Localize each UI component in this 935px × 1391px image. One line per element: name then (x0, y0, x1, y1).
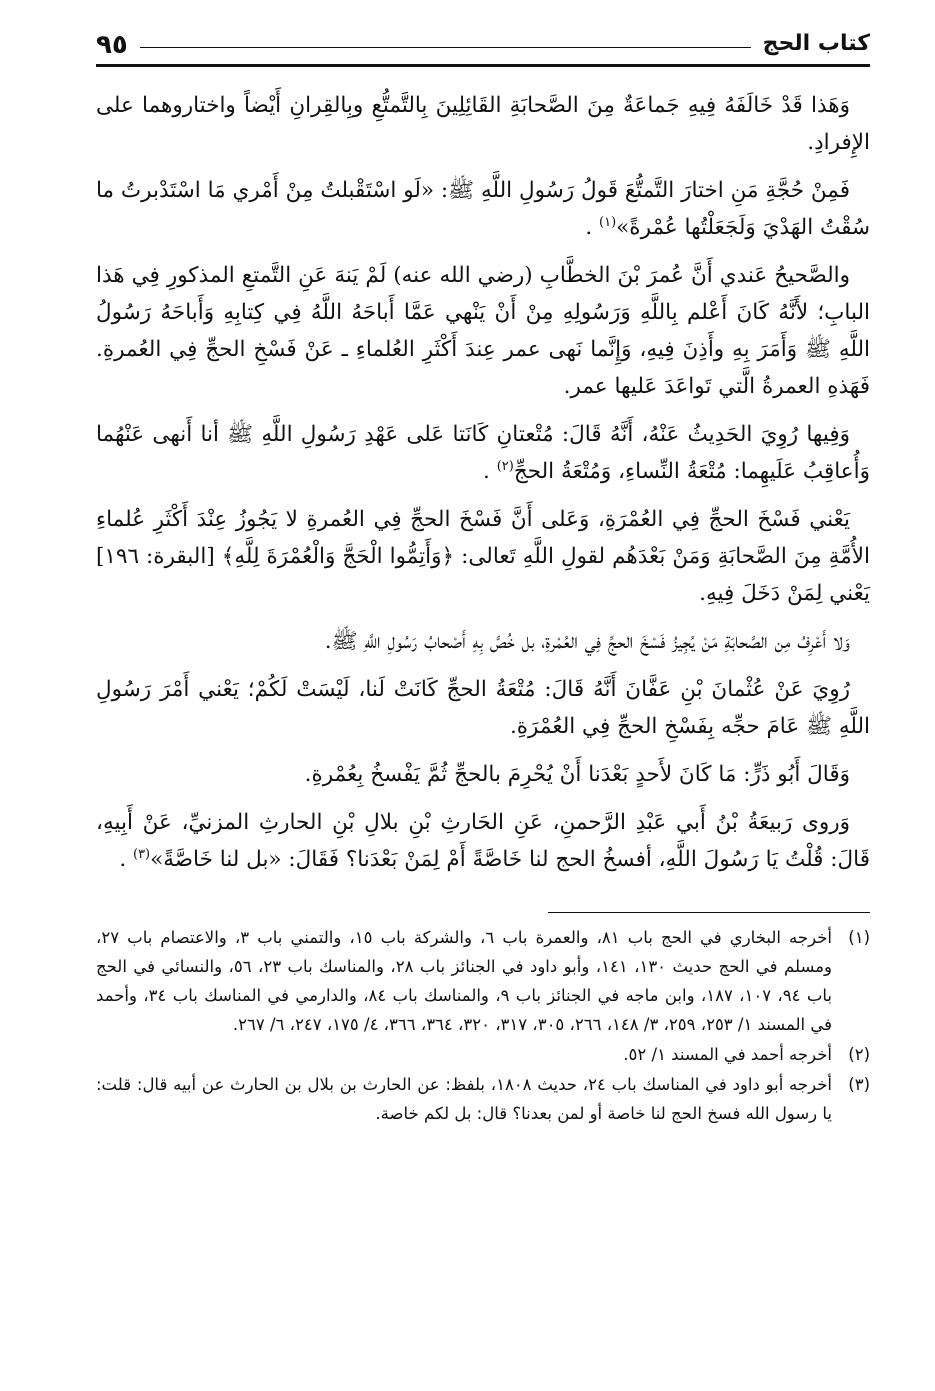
page-header (96, 18, 870, 62)
paragraph-text: وَفِيها رُوِيَ الحَدِيثُ عَنْهُ، أَنَّهُ قَالَ: مُتْعتانِ كَانَتا عَلى عَهْدِ رَسُولِ اللَّهِ ﷺ أنا أَنهى عَنْهُما وَأُعاقِبُ عَلَيهِما: مُتْعَةُ النِّساءِ، وَمُتْعَةُ الحجِّ (96, 422, 870, 484)
paragraph-text: والصَّحيحُ عَندي أَنَّ عُمرَ بْنَ الخطَّابِ (رضي الله عنه) لَمْ يَنهَ عَنِ التَّمتعِ المذكورِ فِي هَذا البابِ؛ لأَنَّهُ كَانَ أَعْلم بِاللَّهِ وَرَسُولِهِ مِنْ أَنْ يَنْهي عَمَّا أَباحَهُ اللَّهُ فِي كِتابِهِ وَأَباحَهُ رَسُولُ اللَّهِ ﷺ وَأَمَرَ بِهِ وأَذِنَ فِيهِ، وَإِنَّما نَهى عمر عِندَ أَكْثَرِ العُلماءِ ـ عَنْ فَسْخِ الحجِّ فِي العُمرةِ. فَهَذهِ العمرةُ الَّتي تَواعَدَ عَليها عمر. (96, 263, 870, 399)
footnote-item (96, 923, 870, 1039)
paragraph (96, 756, 870, 793)
footnote-item (96, 1070, 870, 1128)
paragraph (96, 671, 870, 745)
paragraph (96, 416, 870, 490)
paragraph-text: يَعْني فَسْخَ الحجِّ فِي العُمْرَةِ، وَعَلى أَنَّ فَسْخَ الحجِّ فِي العُمرةِ لا يَجُوزُ عِنْدَ أَكْثَرِ عُلماءِ الأُمَّةِ مِنَ الصَّحابَةِ وَمَنْ بَعْدَهُم لقولِ اللَّهِ تَعالى: ﴿وَأَتِمُّوا الْحَجَّ وَالْعُمْرَةَ لِلَّهِ﴾ [البقرة: ١٩٦] يَعْني لِمَنْ دَخَلَ فِيهِ. (96, 507, 870, 606)
paragraph-text: وَروى رَبيعَةُ بْنُ أَبي عَبْدِ الرَّحمنِ، عَنِ الحَارثِ بْنِ بلالِ بْنِ الحارثِ المزنيِّ، عَنْ أَبِيهِ، قَالَ: قُلْتُ يَا رَسُولَ اللَّهِ، أفسخُ الحج لنا خَاصَّةً أَمْ لِمَنْ بَعْدَنا؟ فَقَالَ: «بل لنا خَاصَّةً» (96, 810, 870, 872)
main-text (96, 87, 870, 878)
footnote-text: أخرجه أبو داود في المناسك باب ٢٤، حديث ١٨٠٨، بلفظ: عن الحارث بن بلال بن الحارث عن أبيه قال: قلت: يا رسول الله فسخ الحج لنا خاصة أو لمن بعدنا؟ قال: بل لكم خاصة. (96, 1075, 832, 1123)
footnote-marker[interactable]: (١) (599, 214, 617, 230)
footnotes (96, 923, 870, 1128)
footnote-marker[interactable]: (٢) (496, 458, 514, 474)
paragraph (96, 257, 870, 405)
page-number: ٩٥ (96, 30, 128, 60)
paragraph-text: وَلا أَعْرِفُ مِن الصَّحابَةِ مَنْ يُجِيزُ فَسْخَ الحجِّ فِي العُمْرةِ، بل خُصَّ بِهِ أَصْحابُ رَسُولِ اللَّهِ ﷺ. (324, 629, 850, 654)
footnote-marker[interactable]: (٣) (132, 846, 151, 862)
running-title: كتاب الحج (762, 31, 870, 56)
paragraph (96, 623, 870, 660)
paragraph (96, 501, 870, 612)
paragraph-text: رُوِيَ عَنْ عُثْمانَ بْنِ عَفَّانَ أَنَّهُ قَالَ: مُتْعَةُ الحجِّ كَانَتْ لَنا، لَيْسَتْ لَكُمْ؛ يَعْني أَمْرَ رَسُولِ اللَّهِ ﷺ عَامَ حجِّه بِفَسْخِ الحجِّ فِي العُمْرَةِ. (96, 677, 870, 739)
paragraph-text: وَقَالَ أَبُو ذَرٍّ: مَا كَانَ لأَحدٍ بَعْدَنا أَنْ يُحْرِمَ بالحجِّ ثُمَّ يَفْسخُ بِعُمْرةِ. (304, 762, 850, 787)
footnote-text: أخرجه البخاري في الحج باب ٨١، والعمرة باب ٦، والشركة باب ١٥، والتمني باب ٣، والاعتصام باب ٢٧، ومسلم في الحج حديث ١٣٠، ١٤١، وأبو داود في الجنائز باب ٢٨، والمناسك باب ٢٣، ٥٦، والنسائي في الحج باب ٩٤، ١٠٧، ١٨٧، وابن ماجه في الجنائز باب ٩، والمناسك باب ٨٤، والدارمي في المناسك باب ٣٤، وأحمد في المسند ١/ ٢٥٣، ٢٥٩، ٣/ ١٤٨، ٢٦٦، ٣٠٥، ٣١٧، ٣٢٠، ٣٦٤، ٣٦٦، ٤/ ١٧٥، ٢٤٧، ٦/ ٢٦٧. (96, 928, 832, 1034)
footnote-number: (٣) (848, 1075, 870, 1094)
book-page (96, 18, 870, 1358)
paragraph (96, 87, 870, 161)
paragraph-text: فَمِنْ حُجَّةِ مَنِ اختارَ التَّمتُّعَ قَولُ رَسُولِ اللَّهِ ﷺ: «لَو اسْتَقْبلتُ مِنْ أَمْري مَا اسْتَدْبرتُ ما سُقْتُ الهَدْيَ وَلَجَعَلْتُها عُمْرةً» (96, 178, 870, 240)
footnote-number: (٢) (848, 1045, 870, 1064)
paragraph-text-end: . (483, 459, 497, 484)
header-divider (96, 64, 870, 67)
header-rule (140, 47, 751, 48)
paragraph-text-end: . (119, 847, 133, 872)
footnote-item (96, 1040, 870, 1069)
paragraph (96, 804, 870, 878)
paragraph-text-end: . (585, 215, 600, 240)
paragraph-text: وَهَذا قَدْ خَالَفَهُ فِيهِ جَماعَةٌ مِنَ الصَّحابَةِ القَائِلِينَ بِالتَّمتُّعِ وبِالقِرانِ أَيْضاً واختاروهما على الإِفرادِ. (96, 93, 870, 155)
footnote-separator (548, 912, 870, 913)
footnote-text: أخرجه أحمد في المسند ١/ ٥٢. (623, 1045, 832, 1064)
footnote-number: (١) (848, 928, 870, 947)
paragraph (96, 172, 870, 246)
